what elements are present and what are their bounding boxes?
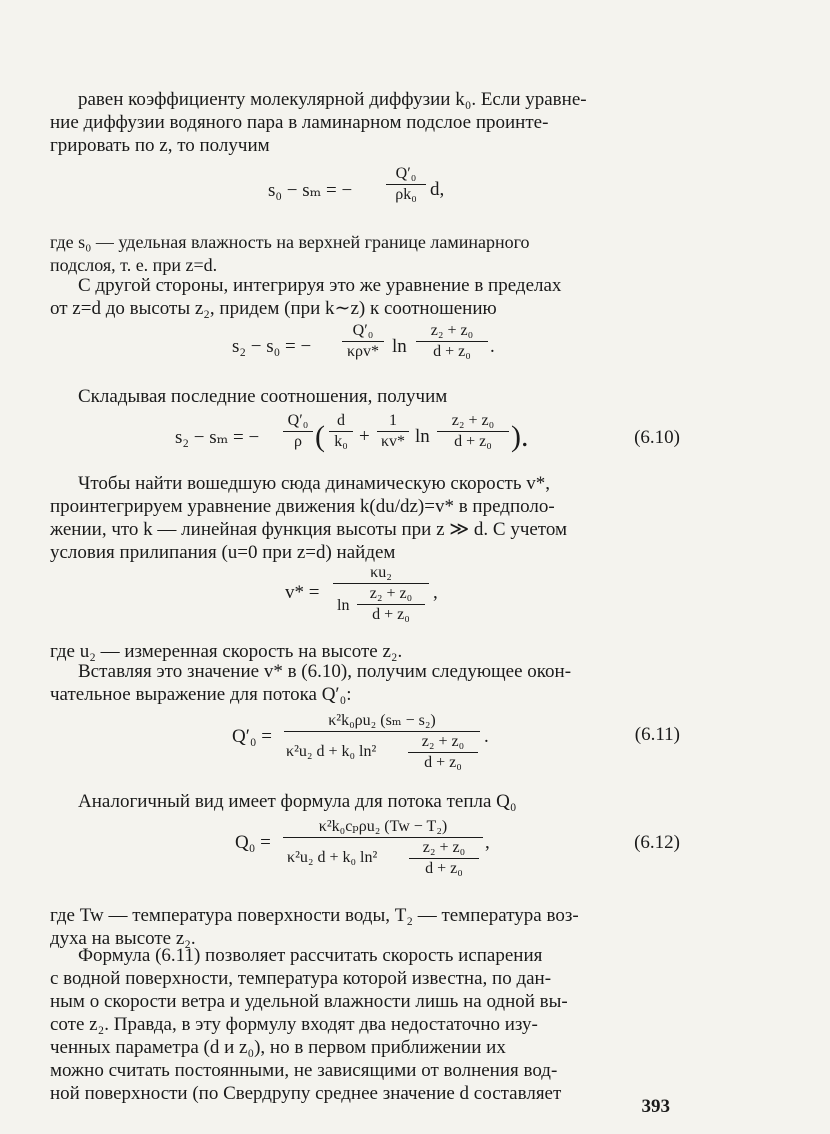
paragraph-3: С другой стороны, интегрируя это же уравнение в пределах от z=d до высоты z₂, придем (при k∼z) к соотношению: [50, 275, 562, 319]
equation-label-6-10: (6.10): [634, 427, 680, 448]
fraction: Q′₀ ρ: [283, 412, 313, 451]
paragraph-2: где s₀ — удельная влажность на верхней границе ламинарного подслоя, т. е. при z=d.: [50, 232, 530, 275]
fraction: z₂ + z₀ d + z₀: [409, 839, 479, 878]
equation-label-6-11: (6.11): [634, 724, 680, 745]
paragraph-7: Вставляя это значение v* в (6.10), получим следующее окон- чательное выражение для потока Q′₀:: [50, 661, 572, 705]
equation-5: Q′₀ = κ²k₀ρu₂ (sₘ − s₂) κ²u₂ d + k₀ ln² z₂ + z₀ d + z₀ .: [232, 712, 489, 771]
equation-4: v* = κu₂ ln z₂ + z₀ d + z₀ ,: [285, 564, 438, 623]
fraction: z₂ + z₀ d + z₀: [408, 733, 478, 772]
fraction: κu₂ ln z₂ + z₀ d + z₀: [333, 564, 429, 625]
equation-6: Q₀ = κ²k₀cₚρu₂ (Tw − T₂) κ²u₂ d + k₀ ln² z₂ + z₀ d + z₀ ,: [235, 818, 490, 877]
fraction: κ²k₀ρu₂ (sₘ − s₂) κ²u₂ d + k₀ ln² z₂ + z₀ d + z₀: [284, 712, 480, 773]
paragraph-5: Чтобы найти вошедшую сюда динамическую скорость v*, проинтегрируем уравнение движения k(du/dz)=v* в предполо- жении, что k — линейная функция высоты при z ≫ d. С учетом условия прилипания (u=0 при z=d) найдем: [50, 473, 568, 563]
paragraph-8: Аналогичный вид имеет формула для потока тепла Q₀: [78, 791, 517, 812]
fraction: κ²k₀cₚρu₂ (Tw − T₂) κ²u₂ d + k₀ ln² z₂ + z₀ d + z₀: [283, 818, 483, 879]
paragraph-6: где u₂ — измеренная скорость на высоте z₂.: [50, 641, 403, 662]
fraction: 1 κv*: [377, 412, 409, 451]
equation-2: s₂ − s₀ = − Q′₀ κρv* ln z₂ + z₀ d + z₀ .: [232, 322, 495, 360]
equation-label-6-12: (6.12): [634, 832, 680, 853]
paragraph-9: где Tw — температура поверхности воды, T₂ — температура воз- духа на высоте z₂.: [50, 905, 579, 949]
fraction: z₂ + z₀ d + z₀: [437, 412, 509, 451]
fraction: z₂ + z₀ d + z₀: [357, 585, 425, 624]
equation-1: s₀ − sₘ = − Q′₀ ρk₀ d,: [268, 165, 445, 203]
equation-3: s₂ − sₘ = − Q′₀ ρ ( d k₀ + 1 κv* ln z₂ + z₀ d + z₀ ).: [175, 412, 529, 453]
fraction: Q′₀ ρk₀: [386, 165, 426, 204]
paragraph-1: равен коэффициенту молекулярной диффузии k₀. Если уравне- ние диффузии водяного пара в ламинарном подслое проинте- грировать по z, то получим: [50, 89, 587, 156]
fraction: z₂ + z₀ d + z₀: [416, 322, 488, 361]
fraction: Q′₀ κρv*: [342, 322, 384, 361]
fraction: d k₀: [329, 412, 353, 451]
paragraph-10: Формула (6.11) позволяет рассчитать скорость испарения с водной поверхности, температура которой известна, по дан- ным о скорости ветра и удельной влажности лишь на одной вы- соте z₂. Правда, в эту формулу входят два недостаточно изу- ченных параметра (d и z₀), но в первом приближении их можно считать постоянными, не зависящими от волнения вод- ной поверхности (по Свердрупу среднее значение d составляет: [50, 945, 568, 1104]
page-number: 393: [641, 1096, 670, 1117]
paragraph-4: Складывая последние соотношения, получим: [78, 386, 448, 407]
